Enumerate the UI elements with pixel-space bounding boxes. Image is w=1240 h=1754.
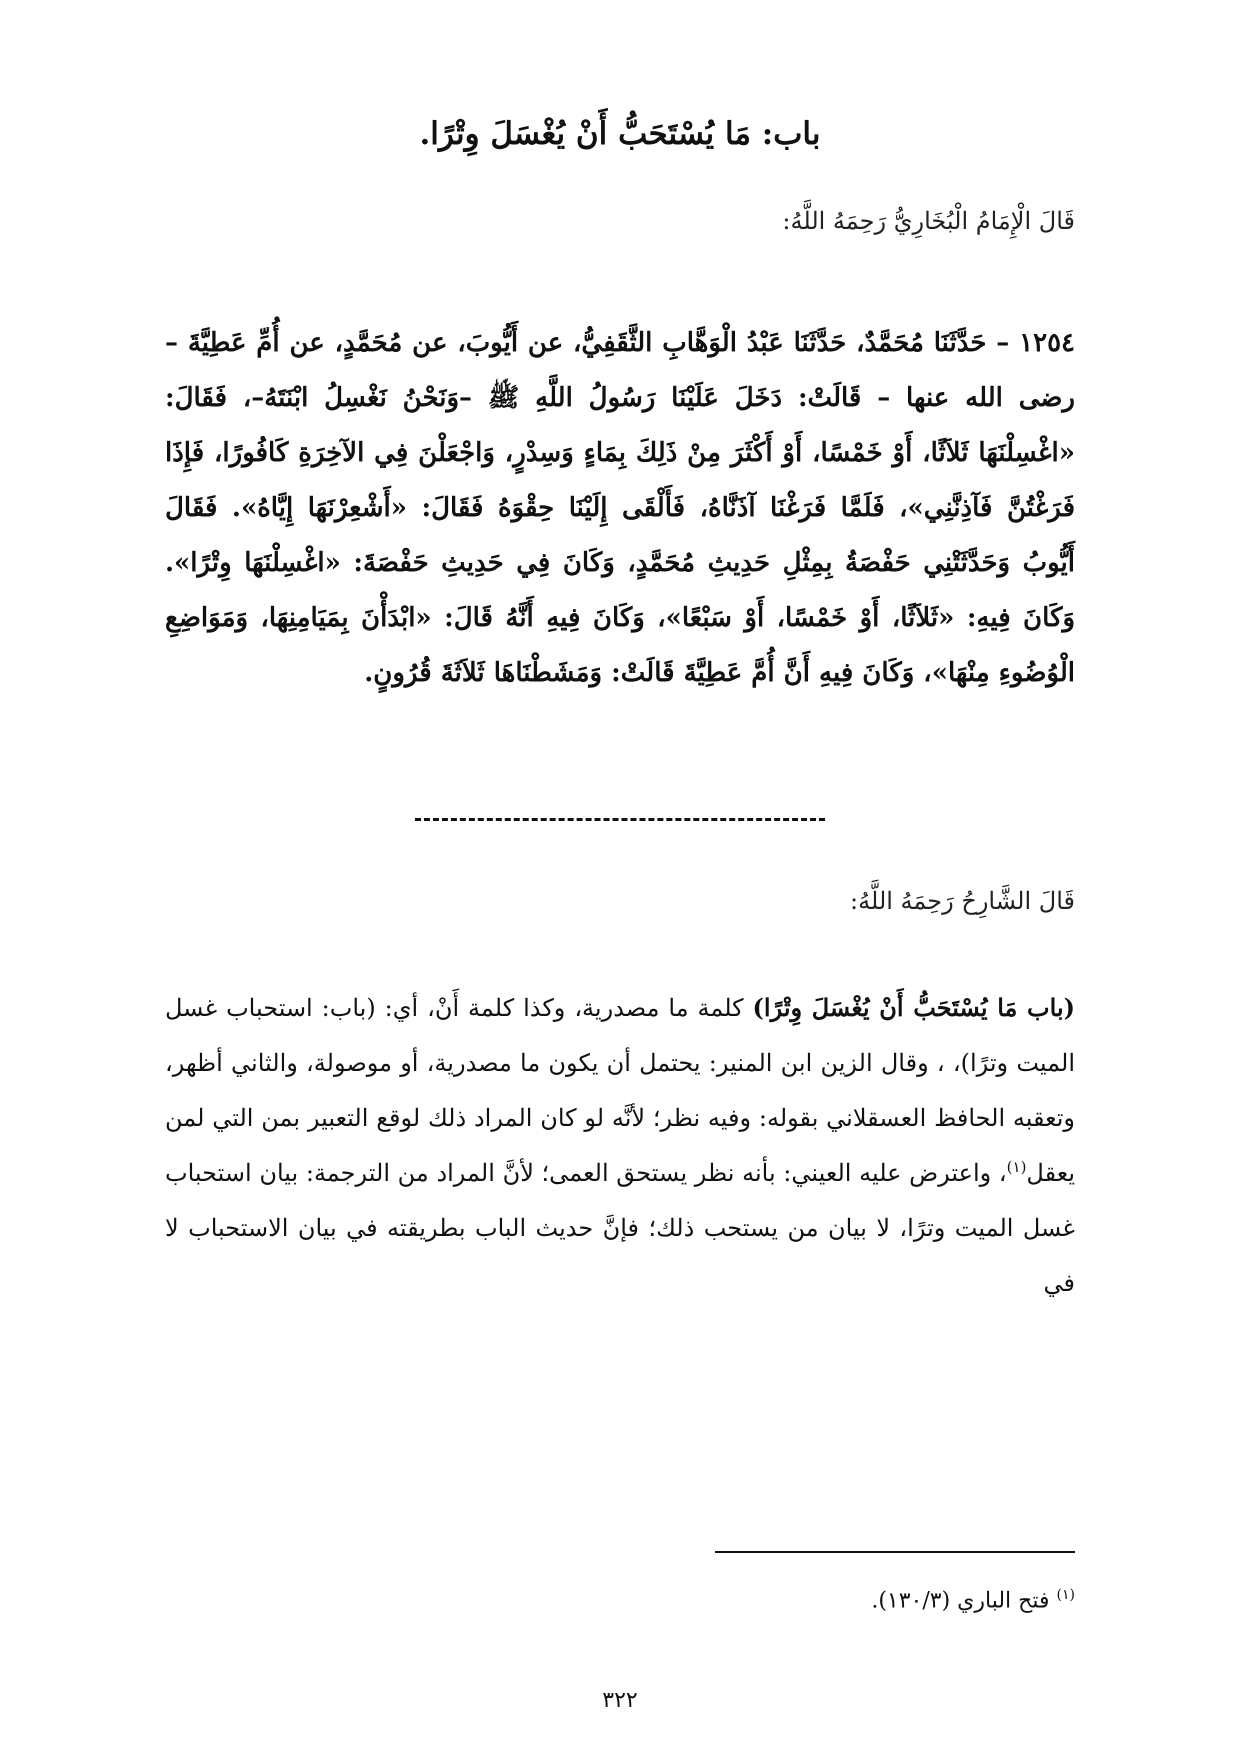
sharih-intro: قَالَ الشَّارِحُ رَحِمَهُ اللَّهُ: — [850, 887, 1075, 915]
commentary-text-part1: كلمة ما مصدرية، وكذا كلمة أَنْ، أي: (باب: استحباب غسل الميت وترًا)، ، وقال الزين ابن المنير: يحتمل أن يكون ما مصدرية، أو موصولة، والثاني أظهر، وتعقبه الحافظ العسقلاني بقوله: وفيه نظر؛ لأنَّه لو كان المراد ذلك لوقع التعبير بمن التي لمن يعقل — [165, 994, 1075, 1187]
page-number: ٣٢٢ — [602, 1688, 638, 1713]
commentary-paragraph — [165, 980, 1075, 1311]
section-divider — [415, 818, 825, 821]
footnote-separator — [715, 1551, 1075, 1553]
commentary-block — [165, 980, 1075, 1311]
footnote — [475, 1578, 1075, 1618]
commentary-heading: (باب مَا يُسْتَحَبُّ أَنْ يُغْسَلَ وِتْرًا) — [752, 993, 1076, 1022]
chapter-title: باب: مَا يُسْتَحَبُّ أَنْ يُغْسَلَ وِتْرًا. — [419, 116, 821, 152]
footnote-text: فتح الباري (١٣٠/٣). — [871, 1588, 1050, 1614]
footnote-reference[interactable]: (١) — [1006, 1158, 1027, 1176]
footnote-marker: (١) — [1056, 1587, 1075, 1603]
commentary-text-part2: ، واعترض عليه العيني: بأنه نظر يستحق العمى؛ لأنَّ المراد من الترجمة: بيان استحباب غسل الميت وترًا، لا بيان من يستحب ذلك؛ فإنَّ حديث الباب بطريقته في بيان الاستحباب لا في — [165, 1159, 1075, 1297]
hadith-text: ١٢٥٤ – حَدَّثَنَا مُحَمَّدٌ، حَدَّثَنَا عَبْدُ الْوَهَّابِ الثَّقَفِيُّ، عن أَيُّوبَ، عن مُحَمَّدٍ، عن أُمِّ عَطِيَّةَ – رضى الله عنها – قَالَتْ: دَخَلَ عَلَيْنَا رَسُولُ اللَّهِ ﷺ –وَنَحْنُ نَغْسِلُ ابْنَتَهُ–، فَقَالَ: «اغْسِلْنَهَا ثَلاَثًا، أَوْ خَمْسًا، أَوْ أَكْثَرَ مِنْ ذَلِكَ بِمَاءٍ وَسِدْرٍ، وَاجْعَلْنَ فِي الآخِرَةِ كَافُورًا، فَإِذَا فَرَغْتُنَّ فَآذِنَّنِي»، فَلَمَّا فَرَغْنَا آذَنَّاهُ، فَأَلْقَى إِلَيْنَا حِقْوَهُ فَقَالَ: «أَشْعِرْنَهَا إِيَّاهُ». فَقَالَ أَيُّوبُ وَحَدَّثَتْنِي حَفْصَةُ بِمِثْلِ حَدِيثِ مُحَمَّدٍ، وَكَانَ فِي حَدِيثِ حَفْصَةَ: «اغْسِلْنَهَا وِتْرًا». وَكَانَ فِيهِ: «ثَلاَثًا، أَوْ خَمْسًا، أَوْ سَبْعًا»، وَكَانَ فِيهِ أَنَّهُ قَالَ: «ابْدَأْنَ بِمَيَامِنِهَا، وَمَوَاضِعِ الْوُضُوءِ مِنْهَا»، وَكَانَ فِيهِ أَنَّ أُمَّ عَطِيَّةَ قَالَتْ: وَمَشَطْنَاهَا ثَلاَثَةَ قُرُونٍ. — [165, 328, 1075, 688]
imam-intro: قَالَ الْإِمَامُ الْبُخَارِيُّ رَحِمَهُ اللَّهُ: — [782, 207, 1075, 235]
hadith-block — [165, 316, 1075, 701]
